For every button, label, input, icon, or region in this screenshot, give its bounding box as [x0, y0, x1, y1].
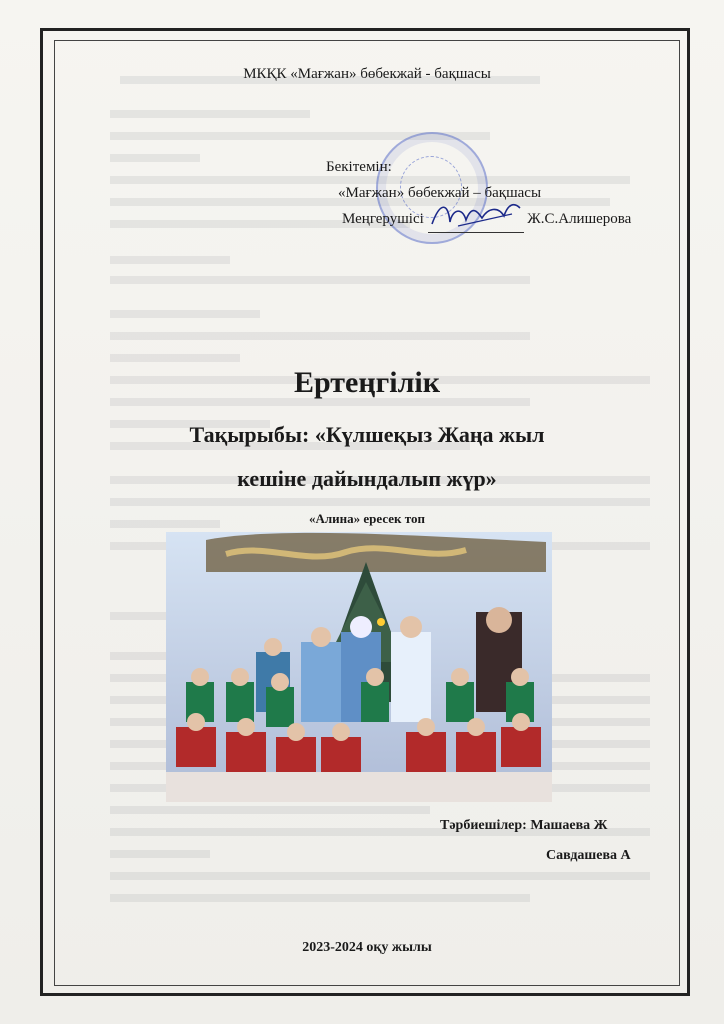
approval-organization: «Мағжан» бөбекжай – бақшасы: [338, 185, 542, 201]
group-name: «Алина» ересек топ: [309, 511, 425, 526]
group-photo: [166, 532, 552, 802]
teachers-line-1: Тәрбиешілер: Машаева Ж: [440, 818, 608, 833]
approval-label: Бекітемін:: [326, 159, 392, 175]
page-title: Ертеңгілік: [293, 366, 441, 399]
academic-year: 2023-2024 оқу жылы: [302, 940, 432, 955]
topic-line-1: Тақырыбы: «Күлшеқыз Жаңа жыл: [189, 422, 545, 447]
teachers-line-2: Савдашева А: [546, 848, 631, 863]
approval-signature-row: [326, 206, 656, 233]
organization-name: МКҚК «Мағжан» бөбекжай - бақшасы: [243, 66, 491, 82]
approval-block: [326, 154, 656, 233]
handwritten-signature: [428, 206, 524, 233]
topic-line-2: кешіне дайындалып жүр»: [237, 466, 497, 491]
head-name: Ж.С.Алишерова: [527, 211, 632, 227]
head-title: Меңгерушісі: [342, 211, 424, 227]
